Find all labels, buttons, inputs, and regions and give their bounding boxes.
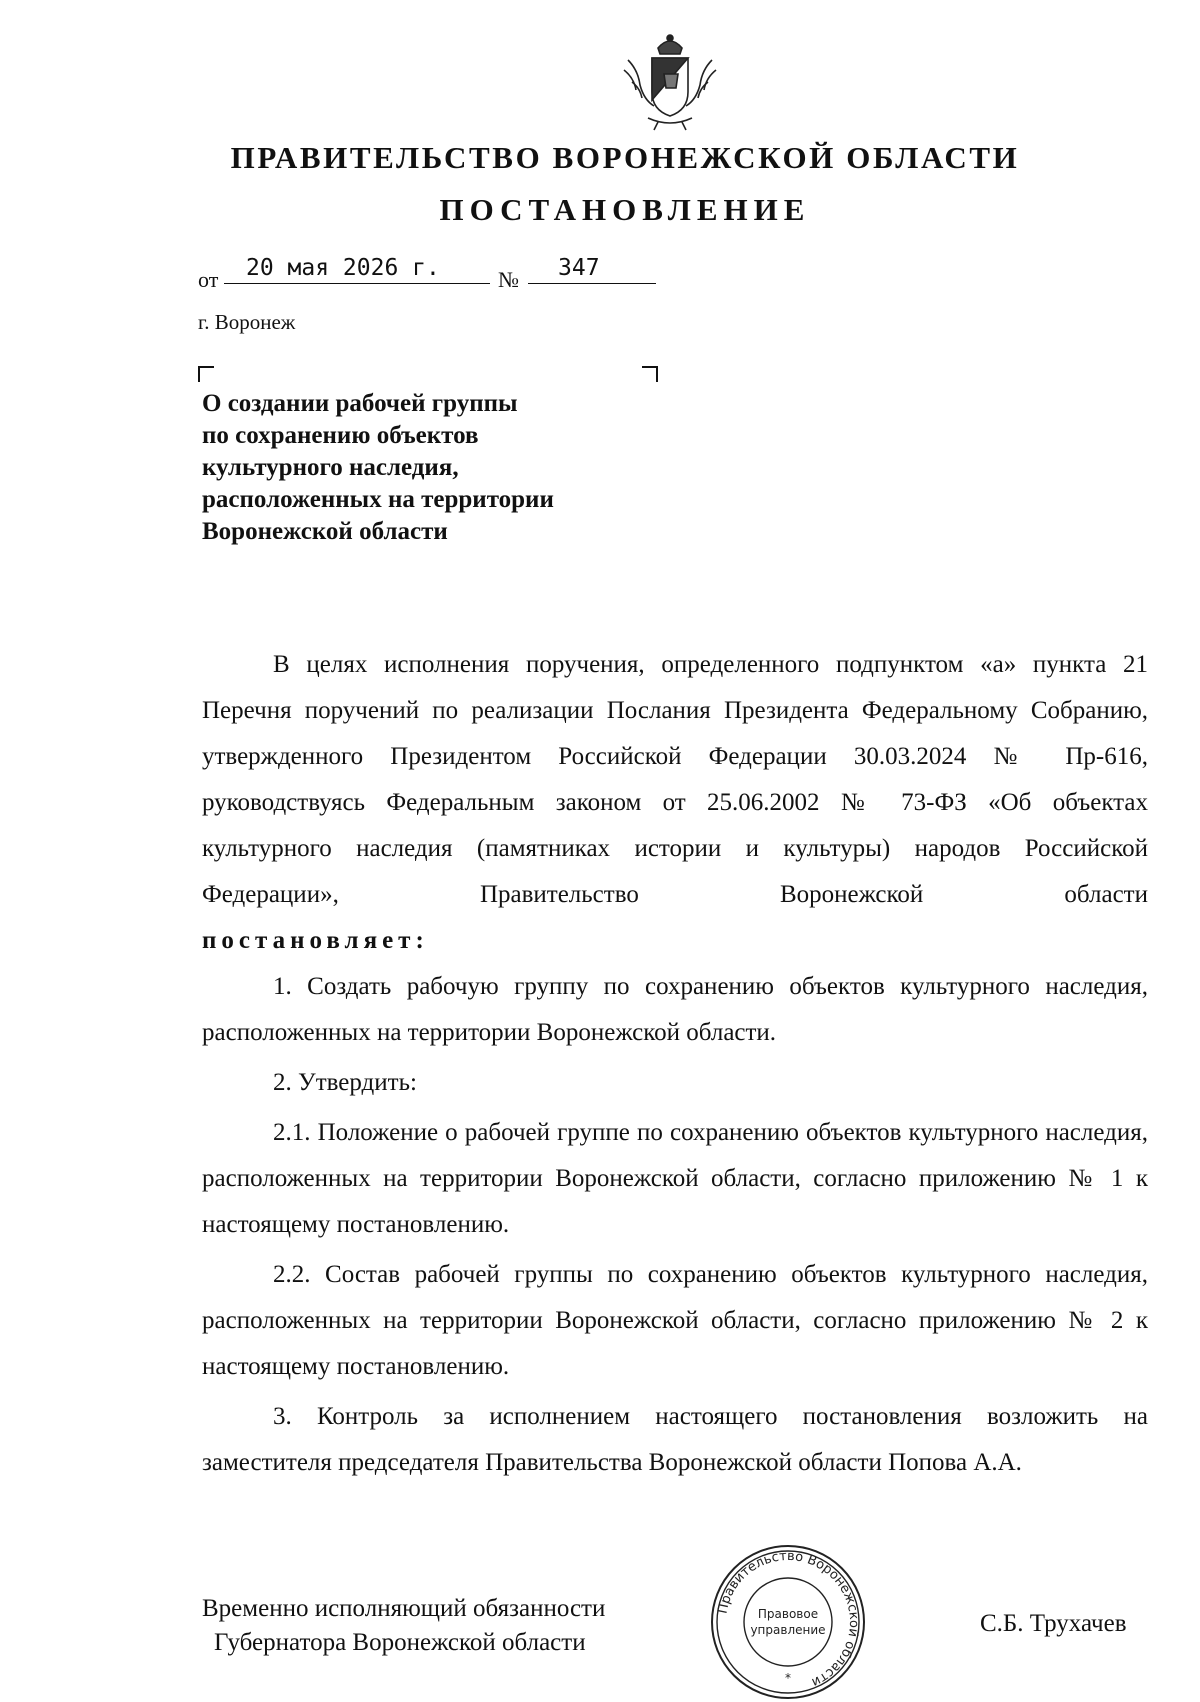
subject-corner-right — [642, 366, 658, 382]
item-2-1: 2.1. Положение о рабочей группе по сохранению объектов культурного наследия, расположенных на территории Воронежской области, согласно приложению № 1 к настоящему постановлению. — [202, 1119, 1148, 1238]
date-line — [224, 255, 490, 284]
subject-line: О создании рабочей группы — [202, 390, 518, 417]
decree-word — [202, 918, 1148, 964]
subject-line: по сохранению объектов — [202, 422, 479, 449]
subject-line: культурного наследия, — [202, 454, 459, 481]
number-prefix: № — [498, 267, 519, 292]
document-body — [202, 642, 1148, 1486]
stamp-inner-line-2: управление — [750, 1623, 826, 1637]
item-2: 2. Утвердить: — [273, 1069, 417, 1096]
coat-of-arms-emblem — [618, 30, 722, 134]
city-label: г. Воронеж — [198, 310, 296, 334]
official-stamp — [708, 1542, 868, 1702]
date-prefix: от — [198, 267, 219, 292]
subject-line: Воронежской области — [202, 518, 448, 545]
government-title: ПРАВИТЕЛЬСТВО ВОРОНЕЖСКОЙ ОБЛАСТИ — [230, 140, 1020, 175]
item-1: 1. Создать рабочую группу по сохранению объектов культурного наследия, расположенных на территории Воронежской области. — [202, 973, 1148, 1046]
signatory-position — [202, 1592, 605, 1660]
signatory-name: С.Б. Трухачев — [980, 1610, 1127, 1637]
document-type-title: ПОСТАНОВЛЕНИЕ — [439, 192, 811, 227]
document-number: 347 — [558, 255, 600, 281]
decree-word-text: постановляет: — [202, 927, 429, 954]
number-line — [528, 255, 656, 284]
stamp-outer-text: Правительство Воронежской области — [715, 1548, 862, 1690]
preamble-paragraph: В целях исполнения поручения, определенного подпунктом «а» пункта 21 Перечня поручений по реализации Послания Президента Федеральному Собранию, утвержденного Президентом Российской Федерации 30.03.2024 № Пр-616, руководствуясь Федеральным законом от 25.06.2002 № 73-ФЗ «Об объектах культурного наследия (памятниках истории и культуры) народов Российской Федерации», Правительство Воронежской области — [202, 651, 1148, 908]
item-2-2: 2.2. Состав рабочей группы по сохранению объектов культурного наследия, расположенных на территории Воронежской области, согласно приложению № 2 к настоящему постановлению. — [202, 1261, 1148, 1380]
stamp-inner-line-1: Правовое — [757, 1607, 819, 1621]
position-line-2: Губернатора Воронежской области — [214, 1629, 586, 1656]
subject-corner-left — [198, 366, 214, 382]
document-subject — [202, 388, 682, 548]
subject-line: расположенных на территории — [202, 486, 554, 513]
item-3: 3. Контроль за исполнением настоящего постановления возложить на заместителя председателя Правительства Воронежской области Попова А.А. — [202, 1403, 1148, 1476]
document-date: 20 мая 2026 г. — [246, 255, 440, 281]
position-line-1: Временно исполняющий обязанности — [202, 1595, 606, 1622]
stamp-star: * — [785, 1671, 791, 1685]
